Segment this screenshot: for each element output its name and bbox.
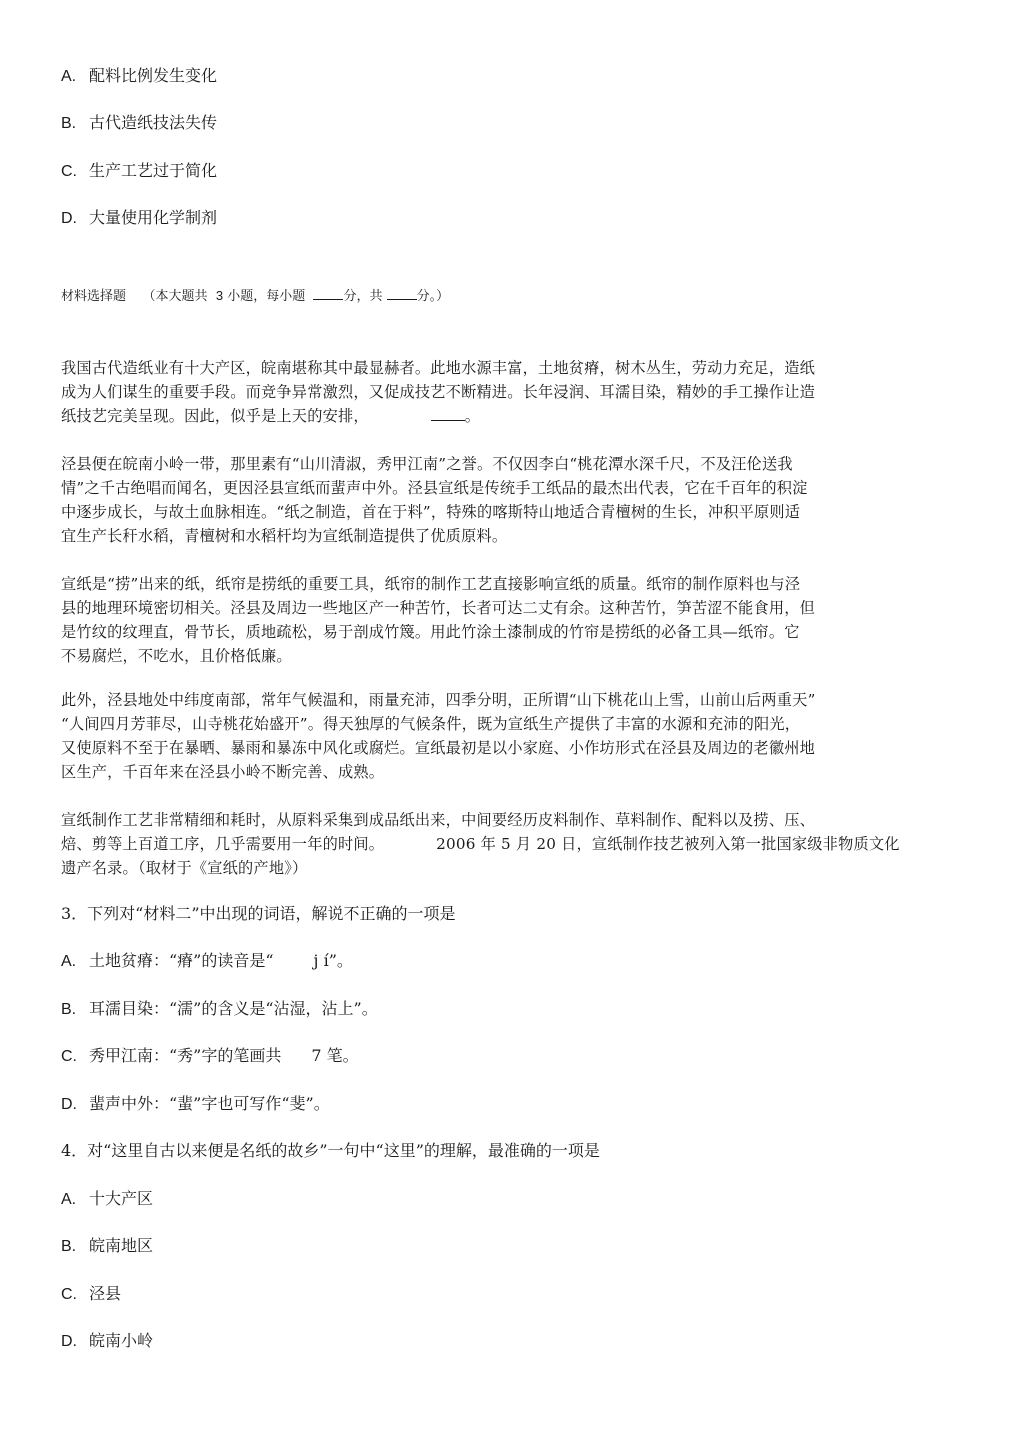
- option-letter: C.: [61, 1048, 77, 1065]
- passage-line: [61, 406, 480, 426]
- score-blank: [313, 285, 343, 300]
- option-text: 蜚声中外：“蜚”字也可写作“斐”。: [89, 1094, 330, 1113]
- passage-line: 县的地理环境密切相关。泾县及周边一些地区产一种苦竹，长者可达二丈有余。这种苦竹，笋苦涩不能食用，但: [61, 599, 815, 617]
- option-letter: D.: [61, 1096, 77, 1113]
- passage-line: 宣纸制作工艺非常精细和耗时，从原料采集到成品纸出来，中间要经历皮料制作、草料制作、配料以及捞、压、: [61, 811, 815, 829]
- q4-option-c[interactable]: [61, 1284, 121, 1305]
- passage-text: 2006 年 5 月 20 日，宣纸制作技艺被列入第一批国家级非物质文化: [436, 835, 900, 853]
- passage-line: “人间四月芳菲尽，山寺桃花始盛开”。得天独厚的气候条件，既为宣纸生产提供了丰富的水源和充沛的阳光，: [61, 715, 801, 733]
- passage-text: 焙、剪等上百道工序，几乎需要用一年的时间。: [61, 835, 385, 853]
- option-letter: C.: [61, 163, 77, 180]
- passage-line: 区生产，千百年来在泾县小岭不断完善、成熟。: [61, 763, 385, 781]
- option-text: 配料比例发生变化: [89, 66, 218, 85]
- section-info: 分，共: [343, 289, 383, 304]
- passage-line: 此外，泾县地处中纬度南部，常年气候温和，雨量充沛，四季分明，正所谓“山下桃花山上雪，山前山后两重天”: [61, 691, 816, 709]
- option-letter: D.: [61, 1333, 77, 1350]
- option-text: 土地贫瘠：“瘠”的读音是“: [89, 951, 274, 970]
- passage-line: 成为人们谋生的重要手段。而竞争异常激烈，又促成技艺不断精进。长年浸润、耳濡目染，精妙的手工操作让造: [61, 383, 815, 401]
- section-header: [61, 285, 449, 307]
- answer-blank: [431, 406, 465, 421]
- option-a[interactable]: [61, 66, 217, 87]
- option-text: 7 笔。: [311, 1046, 359, 1065]
- option-text: 古代造纸技法失传: [89, 113, 218, 132]
- option-letter: A.: [61, 953, 77, 970]
- q4-option-d[interactable]: [61, 1331, 153, 1352]
- passage-line: 宜生产长秆水稻，青檀树和水稻杆均为宣纸制造提供了优质原料。: [61, 527, 508, 545]
- q4-option-a[interactable]: [61, 1189, 153, 1210]
- question-3-stem: 3．下列对“材料二”中出现的词语，解说不正确的一项是: [61, 904, 456, 923]
- option-letter: B.: [61, 1238, 77, 1255]
- option-text: 秀甲江南：“秀”字的笔画共: [89, 1046, 282, 1065]
- score-blank: [387, 285, 417, 300]
- q3-option-a[interactable]: [61, 951, 353, 972]
- option-text: 皖南小岭: [89, 1331, 154, 1350]
- section-info: （本大题共: [142, 289, 208, 304]
- option-letter: D.: [61, 210, 77, 227]
- passage-text: 纸技艺完美呈现。因此，似乎是上天的安排，: [61, 407, 369, 425]
- question-count: 3: [215, 288, 224, 303]
- question-4-stem: 4．对“这里自古以来便是名纸的故乡”一句中“这里”的理解，最准确的一项是: [61, 1141, 600, 1160]
- passage-line: 泾县便在皖南小岭一带，那里素有“山川清淑，秀甲江南”之誉。不仅因李白“桃花潭水深千尺，不及汪伦送我: [61, 455, 793, 473]
- option-text: 皖南地区: [89, 1236, 154, 1255]
- option-letter: B.: [61, 115, 77, 132]
- passage-line: 不易腐烂，不吃水，且价格低廉。: [61, 647, 292, 665]
- passage-line: 是竹纹的纹理直，骨节长，质地疏松，易于剖成竹篾。用此竹涂土漆制成的竹帘是捞纸的必备工具—纸帘。它: [61, 623, 800, 641]
- option-text: 泾县: [89, 1284, 122, 1303]
- option-b[interactable]: [61, 113, 217, 134]
- passage-line: 遗产名录。（取材于《宣纸的产地》）: [61, 859, 308, 877]
- q3-option-d[interactable]: [61, 1094, 330, 1115]
- section-info: 小题，每小题: [227, 289, 306, 304]
- option-text: 大量使用化学制剂: [89, 208, 218, 227]
- q4-option-b[interactable]: [61, 1236, 153, 1257]
- option-letter: A.: [61, 1191, 77, 1208]
- option-text: 十大产区: [89, 1189, 154, 1208]
- passage-line: 又使原料不至于在暴晒、暴雨和暴冻中风化或腐烂。宣纸最初是以小家庭、小作坊形式在泾县及周边的老徽州地: [61, 739, 815, 757]
- q3-option-b[interactable]: [61, 999, 378, 1020]
- option-letter: A.: [61, 68, 77, 85]
- passage-text: 。: [464, 407, 481, 425]
- passage-line: 情”之千古绝唱而闻名，更因泾县宣纸而蜚声中外。泾县宣纸是传统手工纸品的最杰出代表，它在千百年的积淀: [61, 479, 808, 497]
- passage-line: 宣纸是“捞”出来的纸，纸帘是捞纸的重要工具，纸帘的制作工艺直接影响宣纸的质量。纸帘的制作原料也与泾: [61, 575, 801, 593]
- option-d[interactable]: [61, 208, 217, 229]
- passage-line: [61, 834, 900, 854]
- option-c[interactable]: [61, 161, 217, 182]
- section-info: 分。）: [416, 289, 450, 304]
- passage-line: 我国古代造纸业有十大产区，皖南堪称其中最显赫者。此地水源丰富，土地贫瘠，树木丛生，劳动力充足，造纸: [61, 359, 815, 377]
- option-text: 耳濡目染：“濡”的含义是“沾湿，沾上”。: [89, 999, 378, 1018]
- option-text: j í”。: [313, 951, 353, 970]
- section-title: 材料选择题: [61, 289, 127, 304]
- passage-line: 中逐步成长，与故土血脉相连。“纸之制造，首在于料”，特殊的喀斯特山地适合青檀树的生长，冲积平原则适: [61, 503, 801, 521]
- q3-option-c[interactable]: [61, 1046, 359, 1067]
- option-letter: C.: [61, 1286, 77, 1303]
- option-text: 生产工艺过于简化: [89, 161, 218, 180]
- option-letter: B.: [61, 1001, 77, 1018]
